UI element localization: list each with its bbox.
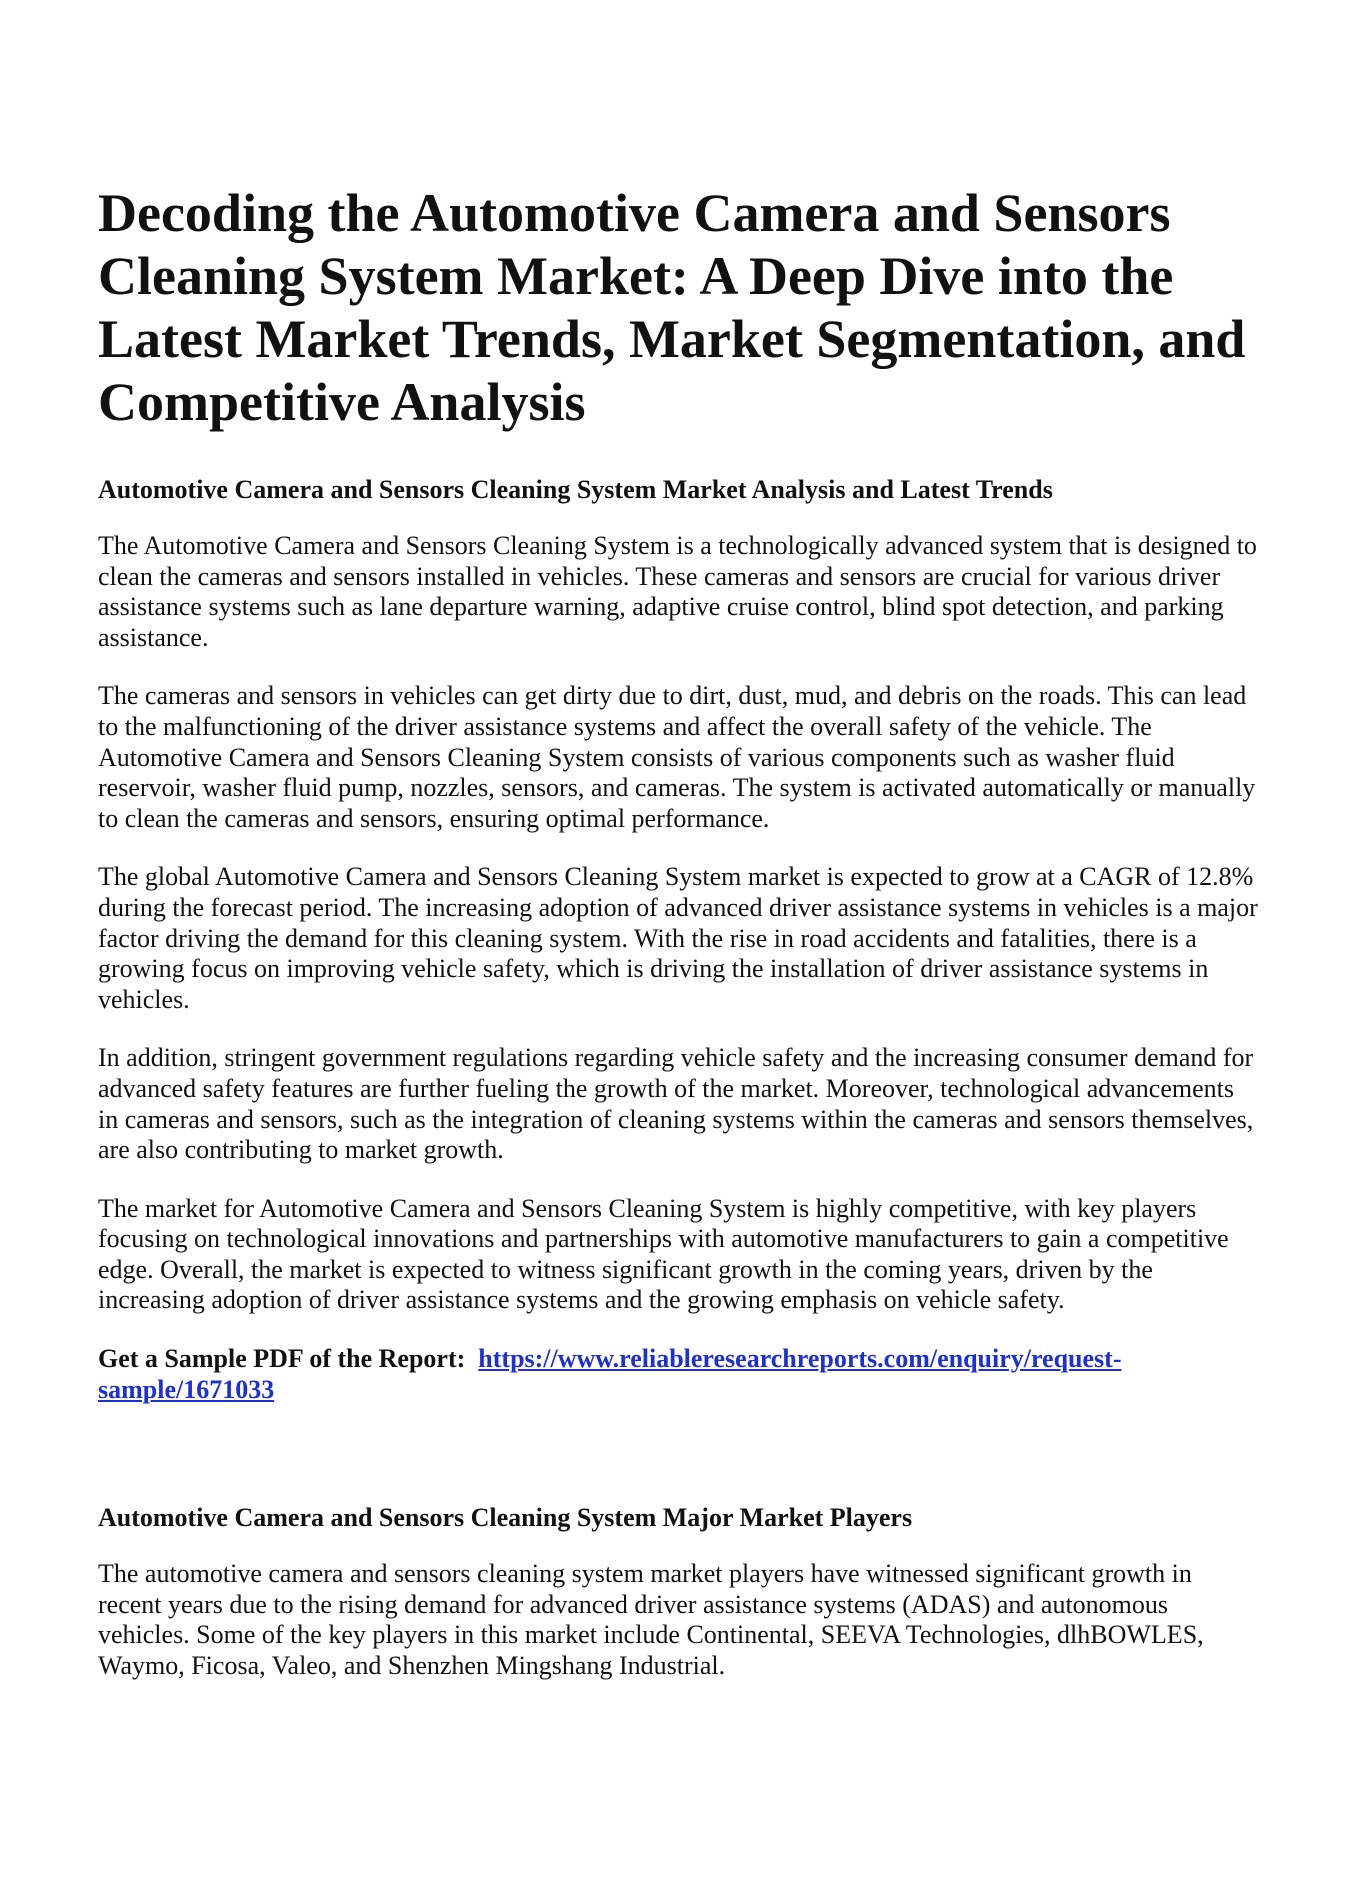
document-page [98, 182, 1258, 1710]
section-heading-players: Automotive Camera and Sensors Cleaning System Major Market Players [98, 1503, 913, 1533]
paragraph: The cameras and sensors in vehicles can get dirty due to dirt, dust, mud, and debris on the roads. This can lead to the malfunctioning of the driver assistance systems and affect the overall safety of the vehicle. The Automotive Camera and Sensors Cleaning System consists of various components such as washer fluid reservoir, washer fluid pump, nozzles, sensors, and cameras. The system is activated automatically or manually to clean the cameras and sensors, ensuring optimal performance. [98, 681, 1256, 833]
page-title: Decoding the Automotive Camera and Sensors Cleaning System Market: A Deep Dive into the Latest Market Trends, Market Segmentation, and Competitive Analysis [98, 183, 1246, 432]
paragraph: The Automotive Camera and Sensors Cleaning System is a technologically advanced system that is designed to clean the cameras and sensors installed in vehicles. These cameras and sensors are crucial for various driver assistance systems such as lane departure warning, adaptive cruise control, blind spot detection, and parking assistance. [98, 531, 1257, 652]
paragraph: The market for Automotive Camera and Sensors Cleaning System is highly competitive, with key players focusing on technological innovations and partnerships with automotive manufacturers to gain a competitive edge. Overall, the market is expected to witness significant growth in the coming years, driven by the increasing adoption of driver assistance systems and the growing emphasis on vehicle safety. [98, 1193, 1229, 1315]
sample-pdf-label: Get a Sample PDF of the Report: [98, 1344, 466, 1374]
paragraph: In addition, stringent government regulations regarding vehicle safety and the increasing consumer demand for advanced safety features are further fueling the growth of the market. Moreover, technological advancements in cameras and sensors, such as the integration of cleaning systems within the cameras and sensors themselves, are also contributing to market growth. [98, 1043, 1254, 1165]
sample-pdf-line [98, 1344, 1258, 1405]
paragraph: The automotive camera and sensors cleaning system market players have witnessed significant growth in recent years due to the rising demand for advanced driver assistance systems (ADAS) and autonomous vehicles. Some of the key players in this market include Continental, SEEVA Technologies, dlhBOWLES, Waymo, Ficosa, Valeo, and Shenzhen Mingshang Industrial. [98, 1559, 1204, 1681]
spacer [98, 1405, 1258, 1502]
paragraph: The global Automotive Camera and Sensors Cleaning System market is expected to grow at a CAGR of 12.8% during the forecast period. The increasing adoption of advanced driver assistance systems in vehicles is a major factor driving the demand for this cleaning system. With the rise in road accidents and fatalities, there is a growing focus on improving vehicle safety, which is driving the installation of driver assistance systems in vehicles. [98, 862, 1258, 1014]
sample-pdf-link[interactable]: https://www.reliableresearchreports.com/enquiry/request-sample/1671033 [98, 1344, 1122, 1404]
section-heading-analysis: Automotive Camera and Sensors Cleaning System Market Analysis and Latest Trends [98, 475, 1053, 504]
